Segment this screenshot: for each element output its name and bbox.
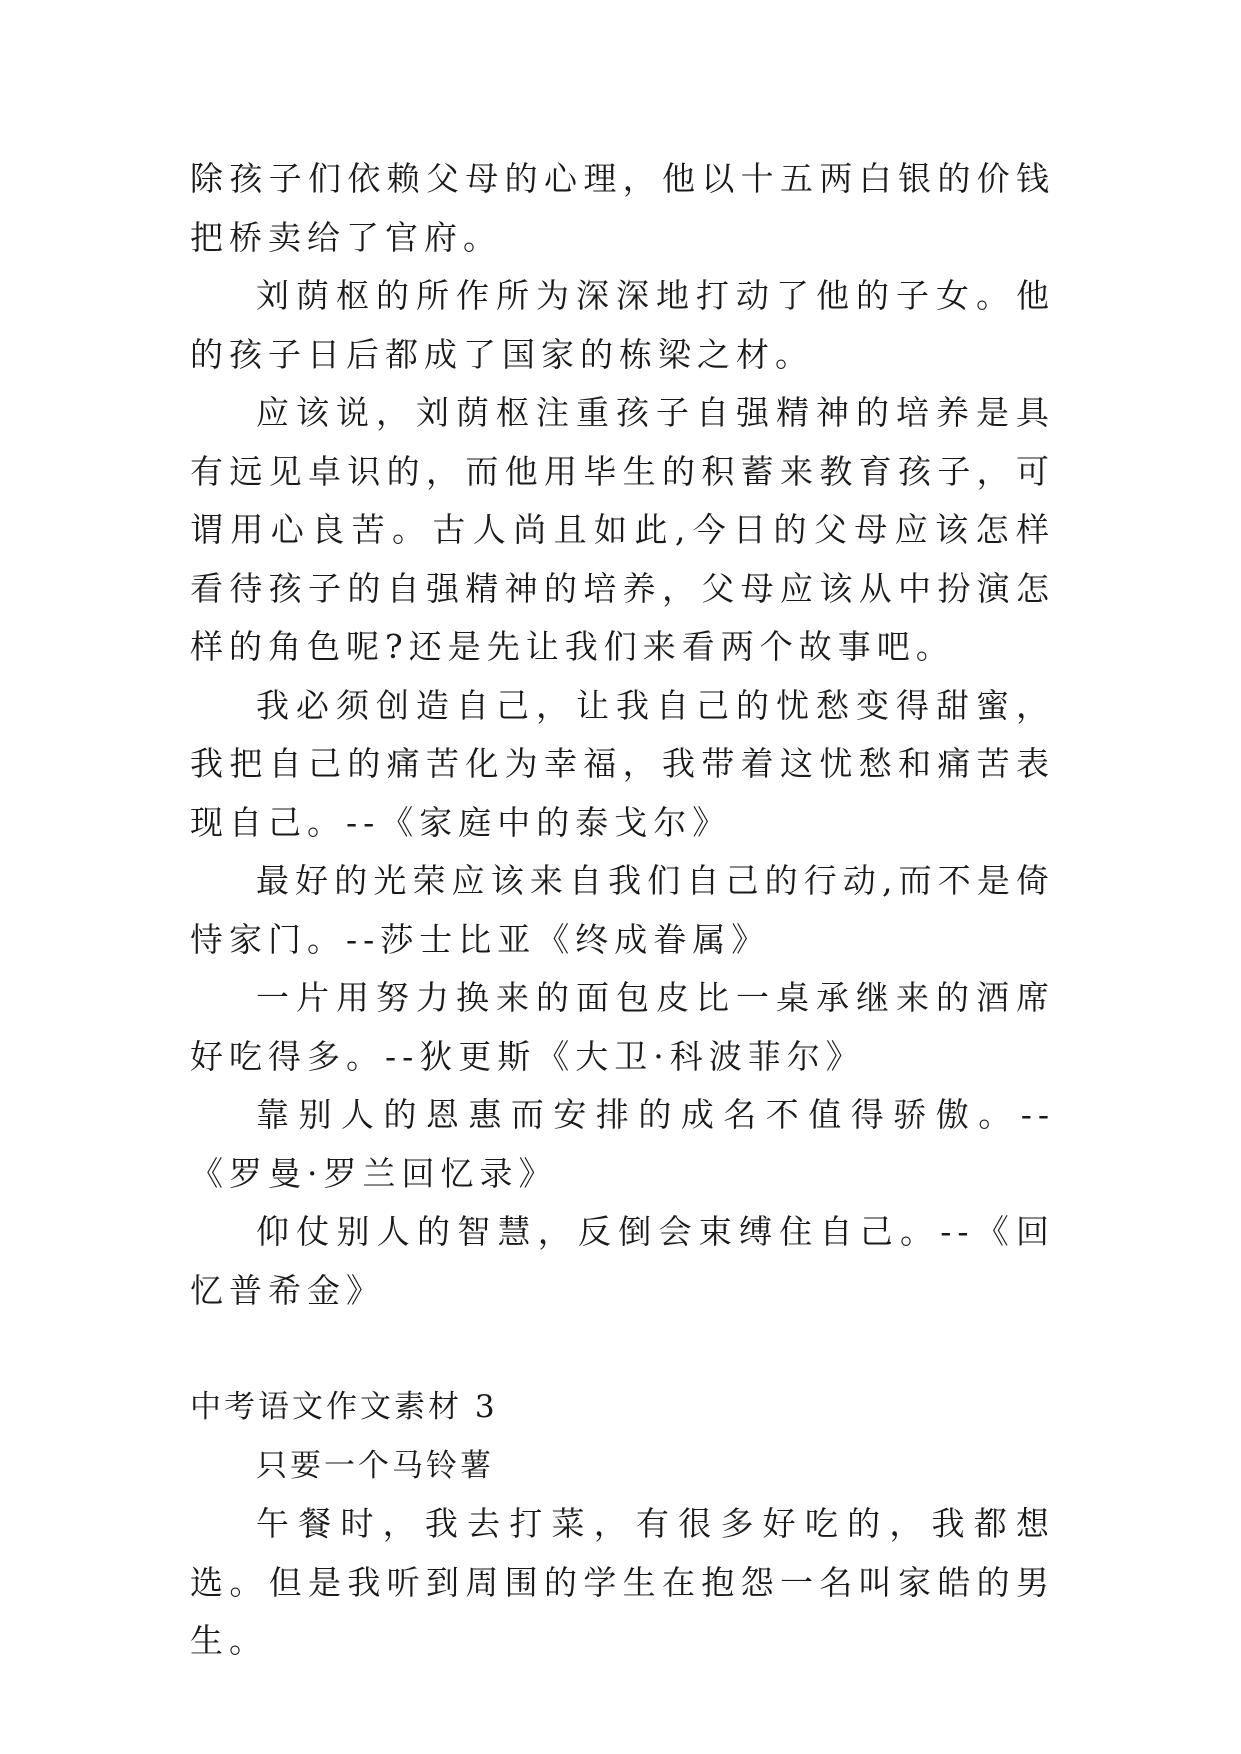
paragraph-liu-children: 刘荫枢的所作所为深深地打动了他的子女。他的孩子日后都成了国家的栋梁之材。 (190, 276, 1055, 374)
section-subtitle: 只要一个马铃薯 (256, 1447, 494, 1484)
section-title: 中考语文作文素材 3 (190, 1389, 498, 1425)
paragraph-continuation: 除孩子们依赖父母的心理，他以十五两白银的价钱把桥卖给了官府。 (190, 159, 1055, 257)
quote-shakespeare: 最好的光荣应该来自我们自己的行动,而不是倚恃家门。--莎士比亚《终成眷属》 (190, 861, 1055, 959)
quote-pushkin: 仰仗别人的智慧，反倒会束缚住自己。--《回忆普希金》 (190, 1212, 1055, 1310)
paragraph-self-reliance: 应该说，刘荫枢注重孩子自强精神的培养是具有远见卓识的，而他用毕生的积蓄来教育孩子，可谓用心良苦。古人尚且如此,今日的父母应该怎样看待孩子的自强精神的培养，父母应该从中扮演怎样的角色呢?还是先让我们来看两个故事吧。 (190, 393, 1055, 666)
quote-tagore: 我必须创造自己，让我自己的忧愁变得甜蜜，我把自己的痛苦化为幸福，我带着这忧愁和痛苦表现自己。--《家庭中的泰戈尔》 (190, 685, 1055, 842)
quote-romain-rolland: 靠别人的恩惠而安排的成名不值得骄傲。--《罗曼·罗兰回忆录》 (190, 1095, 1055, 1193)
paragraph-lunch: 午餐时，我去打菜，有很多好吃的，我都想选。但是我听到周围的学生在抱怨一名叫家皓的男生。 (190, 1504, 1055, 1660)
document-body (190, 150, 1055, 1671)
quote-dickens: 一片用努力换来的面包皮比一桌承继来的酒席好吃得多。--狄更斯《大卫·科波菲尔》 (190, 978, 1055, 1076)
section-gap (190, 1320, 1055, 1378)
